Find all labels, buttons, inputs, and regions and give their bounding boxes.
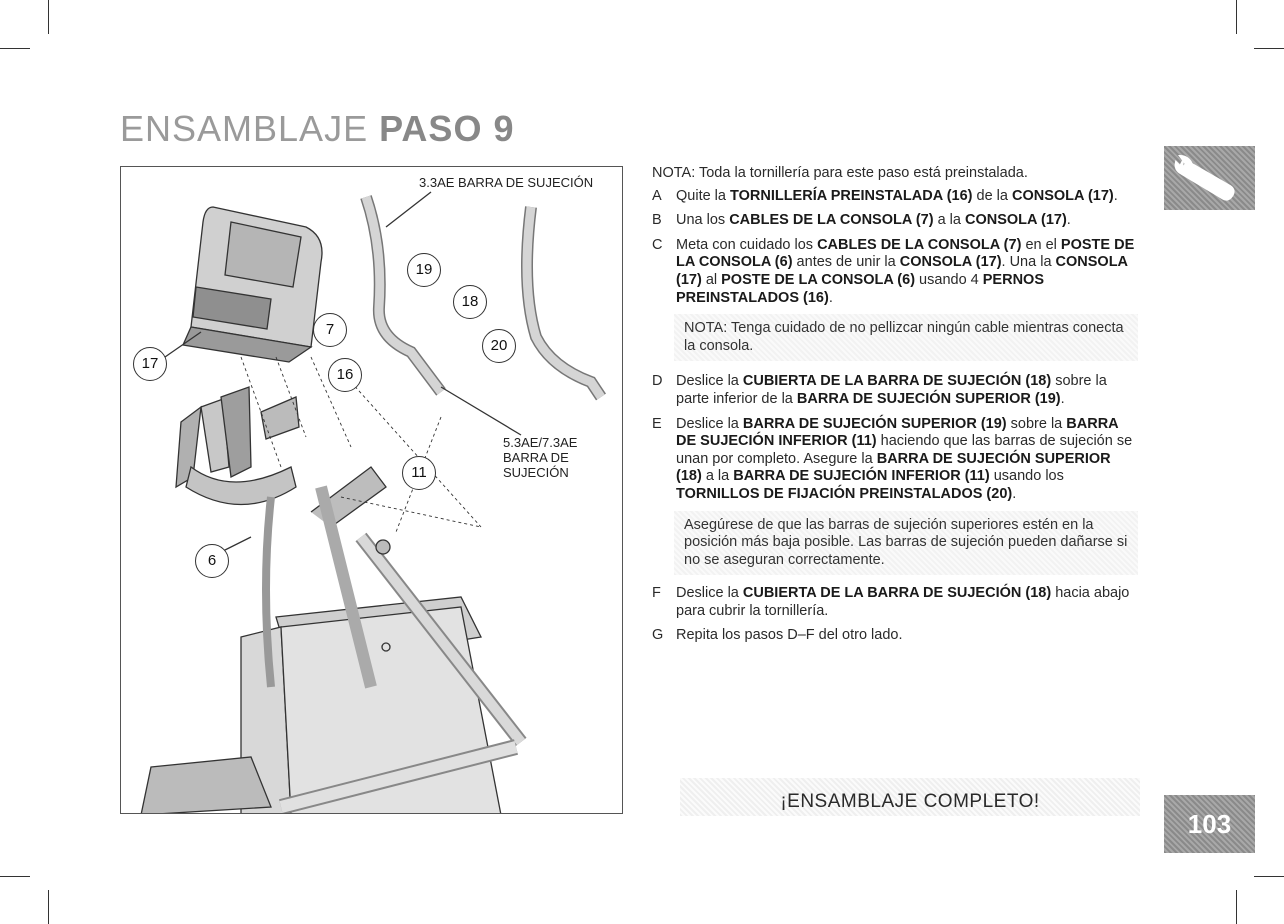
step-f <box>652 585 1138 620</box>
step-text: de la <box>972 187 1012 204</box>
step-bold: CONSOLA (17) <box>676 254 1128 288</box>
figure-label-side-line: SUJECIÓN <box>503 465 569 480</box>
step-bold: CUBIERTA DE LA BARRA DE SUJECIÓN (18) <box>742 373 1052 390</box>
step-text: . <box>1066 212 1071 229</box>
warning-box: Asegúrese de que las barras de sujeción superiores estén en la posición más baja posible. Las barras de sujeción pueden dañarse si no se aseguran correctamente. <box>674 511 1138 576</box>
step-text: usando 4 <box>915 271 983 288</box>
step-text: sobre la parte inferior de la <box>676 373 1107 407</box>
step-text: . <box>1113 187 1118 204</box>
callout-20: 20 <box>482 329 516 363</box>
crop-mark <box>1236 0 1237 34</box>
step-letter: F <box>652 585 661 602</box>
step-bold: BARRA DE SUJECIÓN INFERIOR (11) <box>733 468 990 485</box>
step-bold: POSTE DE LA CONSOLA (6) <box>721 271 916 288</box>
step-text: Deslice la <box>676 585 743 602</box>
step-text: . <box>828 289 833 306</box>
step-bold: CONSOLA (17) <box>1011 187 1114 204</box>
callout-18: 18 <box>453 285 487 319</box>
figure-label-side-line: 5.3AE/7.3AE <box>503 435 578 450</box>
callout-17: 17 <box>133 347 167 381</box>
step-text: a la <box>933 212 965 229</box>
crop-mark <box>48 0 49 34</box>
step-text: Quite la <box>676 187 730 204</box>
instructions <box>652 165 1138 652</box>
crop-mark <box>0 48 30 49</box>
step-text: antes de unir la <box>792 254 900 271</box>
step-bold: TORNILLOS DE FIJACIÓN PREINSTALADOS (20) <box>676 485 1013 502</box>
step-bold: TORNILLERÍA PREINSTALADA (16) <box>730 187 973 204</box>
step-bold: PERNOS PREINSTALADOS (16) <box>676 271 1045 306</box>
step-text: Deslice la <box>676 415 743 432</box>
crop-mark <box>1254 48 1284 49</box>
step-letter: B <box>652 212 662 229</box>
step-bold: CONSOLA (17) <box>965 212 1067 229</box>
step-letter: E <box>652 415 662 432</box>
step-b <box>652 212 1138 230</box>
figure-label-top: 3.3AE BARRA DE SUJECIÓN <box>419 175 594 190</box>
title-bold: PASO 9 <box>379 108 515 149</box>
step-text: . Una la <box>1001 254 1056 271</box>
callout-16: 16 <box>328 358 362 392</box>
step-bold: CABLES DE LA CONSOLA (7) <box>817 236 1022 253</box>
wrench-icon-svg <box>1164 146 1255 210</box>
page-number: 103 <box>1164 795 1255 853</box>
crop-mark <box>1236 890 1237 924</box>
step-c <box>652 237 1138 307</box>
title-light: ENSAMBLAJE <box>120 108 369 149</box>
step-bold: BARRA DE SUJECIÓN SUPERIOR (19) <box>742 415 1007 432</box>
wrench-icon <box>1164 146 1255 210</box>
figure-label-side <box>503 435 577 480</box>
crop-mark <box>1254 876 1284 877</box>
callout-6: 6 <box>195 544 229 578</box>
step-letter: C <box>652 236 663 253</box>
step-bold: CUBIERTA DE LA BARRA DE SUJECIÓN (18) <box>742 585 1052 602</box>
step-text: sobre la <box>1006 415 1067 432</box>
step-text: a la <box>701 468 734 485</box>
step-g <box>652 627 1138 645</box>
note-cable: NOTA: Tenga cuidado de no pellizcar ningún cable mientras conecta la consola. <box>674 314 1138 361</box>
step-text: Deslice la <box>676 373 743 390</box>
step-letter: D <box>652 373 663 390</box>
step-text: Una los <box>676 212 730 229</box>
step-bold: CABLES DE LA CONSOLA (7) <box>729 212 934 229</box>
step-text: . <box>1060 390 1065 407</box>
step-letter: A <box>652 187 662 204</box>
step-text: usando los <box>989 468 1064 485</box>
step-bold: BARRA DE SUJECIÓN SUPERIOR (18) <box>676 450 1111 485</box>
step-text: hacia abajo para cubrir la tornillería. <box>676 585 1130 619</box>
step-letter: G <box>652 627 664 644</box>
nota-top: NOTA: Toda la tornillería para este paso está preinstalada. <box>652 165 1028 181</box>
step-bold: BARRA DE SUJECIÓN SUPERIOR (19) <box>796 390 1061 407</box>
assembly-drawing <box>121 167 623 814</box>
step-text: haciendo que las barras de sujeción se unan por completo. Asegure la <box>676 433 1133 467</box>
step-bold: BARRA DE SUJECIÓN INFERIOR (11) <box>676 415 1119 450</box>
crop-mark <box>0 876 30 877</box>
page-title <box>120 108 514 150</box>
figure-label-side-line: BARRA DE <box>503 450 569 465</box>
step-text: . <box>1012 485 1017 502</box>
step-e <box>652 416 1138 504</box>
step-text: al <box>701 271 722 288</box>
assembly-complete-banner: ¡ENSAMBLAJE COMPLETO! <box>680 778 1140 816</box>
step-bold: CONSOLA (17) <box>899 254 1002 271</box>
assembly-figure <box>120 166 623 814</box>
callout-7: 7 <box>313 313 347 347</box>
step-d <box>652 373 1138 408</box>
step-text: Meta con cuidado los <box>676 236 818 253</box>
crop-mark <box>48 890 49 924</box>
step-text: Repita los pasos D–F del otro lado. <box>676 627 903 644</box>
step-a <box>652 188 1138 206</box>
callout-19: 19 <box>407 253 441 287</box>
step-bold: POSTE DE LA CONSOLA (6) <box>676 236 1135 271</box>
step-text: en el <box>1021 236 1061 253</box>
callout-11: 11 <box>402 456 436 490</box>
